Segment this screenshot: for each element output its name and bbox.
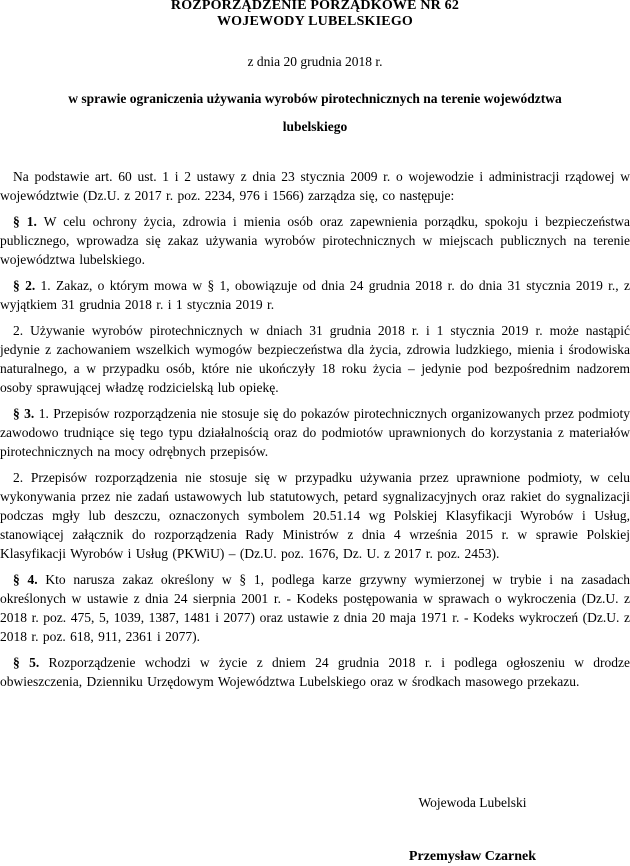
- body-paragraph: § 2. 1. Zakaz, o którym mowa w § 1, obowiązuje od dnia 24 grudnia 2018 r. do dnia 31 stycznia 2019 r., z wyjątkiem 31 grudnia 2018 r. i 1 stycznia 2019 r.: [0, 278, 630, 312]
- section-marker: § 3.: [13, 406, 39, 421]
- document-title-line2: WOJEWODY LUBELSKIEGO: [216, 14, 414, 29]
- section-marker: § 1.: [13, 214, 44, 229]
- document-title: [0, 0, 630, 30]
- body-paragraph: § 1. W celu ochrony życia, zdrowia i mienia osób oraz zapewnienia porządku, spokoju i bezpieczeństwa publicznego, wprowadza się zakaz używania wyrobów pirotechnicznych w miejscach publicznych na terenie województwa lubelskiego.: [0, 214, 630, 267]
- section-marker: § 4.: [13, 572, 46, 587]
- body-paragraph: Na podstawie art. 60 ust. 1 i 2 ustawy z dnia 23 stycznia 2009 r. o wojewodzie i administracji rządowej w województwie (Dz.U. z 2017 r. poz. 2234, 976 i 1566) zarządza się, co następuje:: [0, 169, 630, 203]
- body-paragraph: § 3. 1. Przepisów rozporządzenia nie stosuje się do pokazów pirotechnicznych organizowanych przez podmioty zawodowo trudniące się tego typu działalnością oraz do podmiotów uprawnionych do korzystania z materiałów pirotechnicznych na mocy odrębnych przepisów.: [0, 406, 630, 459]
- document-title-line1: ROZPORZĄDZENIE PORZĄDKOWE NR 62: [170, 0, 460, 13]
- body-paragraph: § 4. Kto narusza zakaz określony w § 1, podlega karze grzywny wymierzonej w trybie i na zasadach określonych w ustawie z dnia 24 sierpnia 2001 r. - Kodeks postępowania w sprawach o wykroczenia (Dz.U. z 2018 r. poz. 475, 5, 1039, 1387, 1481 i 2077) oraz ustawie z dnia 20 maja 1971 r. - Kodeks wykroczeń (Dz.U. z 2018 r. poz. 618, 911, 2361 i 2077).: [0, 572, 630, 644]
- signature-role: Wojewoda Lubelski: [418, 795, 527, 810]
- signature-name: Przemysław Czarnek: [408, 849, 537, 864]
- body-paragraph: 2. Używanie wyrobów pirotechnicznych w dniach 31 grudnia 2018 r. i 1 stycznia 2019 r. może nastąpić jedynie z zachowaniem wszelkich wymogów bezpieczeństwa dla życia, zdrowia ludzkiego, mienia i środowiska naturalnego, a w przypadku osób, które nie ukończyły 18 roku życia – jedynie pod bezpośrednim nadzorem osoby sprawującej władzę rodzicielską lub opiekę.: [0, 323, 630, 395]
- body-paragraph: 2. Przepisów rozporządzenia nie stosuje się w przypadku używania przez uprawnione podmioty, w celu wykonywania przez nie zadań ustawowych lub statutowych, petard sygnalizacyjnych oraz rakiet do sygnalizacji podczas mgły lub deszczu, oznaczonych symbolem 20.51.14 wg Polskiej Klasyfikacji Wyrobów i Usług, stanowiącej załącznik do rozporządzenia Rady Ministrów z dnia 4 września 2015 r. w sprawie Polskiej Klasyfikacji Wyrobów i Usług (PKWiU) – (Dz.U. poz. 1676, Dz. U. z 2017 r. poz. 2453).: [0, 470, 630, 561]
- document-subject-line1: w sprawie ograniczenia używania wyrobów pirotechnicznych na terenie województwa: [68, 91, 562, 106]
- document-date: z dnia 20 grudnia 2018 r.: [247, 54, 383, 69]
- document-subject-line2: lubelskiego: [282, 119, 348, 134]
- document-body: [0, 167, 630, 691]
- section-marker: § 2.: [13, 278, 41, 293]
- signature-block: [315, 795, 630, 865]
- body-paragraph: § 5. Rozporządzenie wchodzi w życie z dniem 24 grudnia 2018 r. i podlega ogłoszeniu w drodze obwieszczenia, Dzienniku Urzędowym Województwa Lubelskiego oraz w środkach masowego przekazu.: [0, 655, 630, 689]
- document-subject: [0, 85, 630, 141]
- section-marker: § 5.: [13, 655, 49, 670]
